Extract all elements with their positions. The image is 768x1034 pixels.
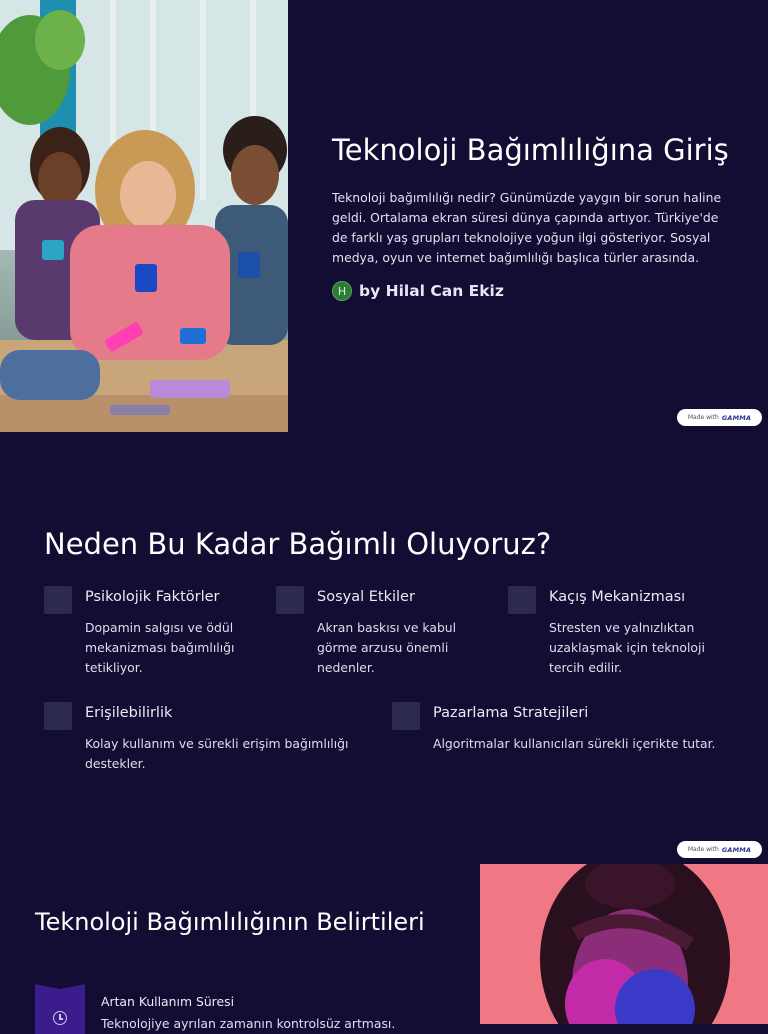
feature-description: Akran baskısı ve kabul görme arzusu önemli nedenler.: [317, 620, 457, 675]
feature-icon: [392, 702, 420, 730]
feature-description: Stresten ve yalnızlıktan uzaklaşmak için teknoloji tercih edilir.: [549, 620, 705, 675]
feature-title: Erişilebilirlik: [85, 705, 173, 721]
intro-title: Teknoloji Bağımlılığına Giriş: [332, 133, 729, 167]
feature-title: Pazarlama Stratejileri: [433, 705, 589, 721]
photo-girl-neon-light: [480, 864, 768, 1024]
feature-description: Kolay kullanım ve sürekli erişim bağımlılığı destekler.: [85, 736, 349, 771]
reasons-title: Neden Bu Kadar Bağımlı Oluyoruz?: [44, 527, 552, 561]
made-with-gamma-badge[interactable]: [677, 841, 762, 858]
feature-description: Algoritmalar kullanıcıları sürekli içerikte tutar.: [433, 736, 716, 751]
feature-title: Kaçış Mekanizması: [549, 589, 686, 605]
author-name: by Hilal Can Ekiz: [359, 282, 504, 300]
author-line: [332, 281, 504, 301]
feature-title: Sosyal Etkiler: [317, 589, 415, 605]
feature-icon: [276, 586, 304, 614]
symptom-item-description: Teknolojiye ayrılan zamanın kontrolsüz artması.: [101, 1016, 396, 1031]
gamma-logo: GAMMA: [721, 845, 752, 854]
intro-body-text: Teknoloji bağımlılığı nedir? Günümüzde yaygın bir sorun haline geldi. Ortalama ekran süresi dünya çapında artıyor. Türkiye'de de farklı yaş grupları teknolojiye yoğun ilgi gösteriyor. Sosyal medya, oyun ve internet bağımlılığı başlıca türler arasında.: [332, 190, 722, 265]
symptom-item-title: Artan Kullanım Süresi: [101, 994, 235, 1009]
feature-title: Psikolojik Faktörler: [85, 589, 220, 605]
girl-portrait-illustration: [480, 864, 768, 1024]
people-with-smartphones-illustration: [0, 0, 288, 432]
feature-description: Dopamin salgısı ve ödül mekanizması bağımlılığı tetikliyor.: [85, 620, 235, 675]
gamma-logo: GAMMA: [721, 413, 752, 422]
badge-prefix: Made with: [687, 414, 719, 421]
slide-intro: [0, 0, 768, 432]
avatar: H: [332, 281, 352, 301]
timeline-ribbon: [35, 984, 85, 1034]
made-with-gamma-badge[interactable]: [677, 409, 762, 426]
clock-icon: [53, 1011, 67, 1025]
feature-icon: [44, 586, 72, 614]
badge-prefix: Made with: [687, 846, 719, 853]
feature-icon: [508, 586, 536, 614]
symptoms-title: Teknoloji Bağımlılığının Belirtileri: [35, 908, 425, 936]
hero-photo-group-with-phones: [0, 0, 288, 432]
feature-icon: [44, 702, 72, 730]
